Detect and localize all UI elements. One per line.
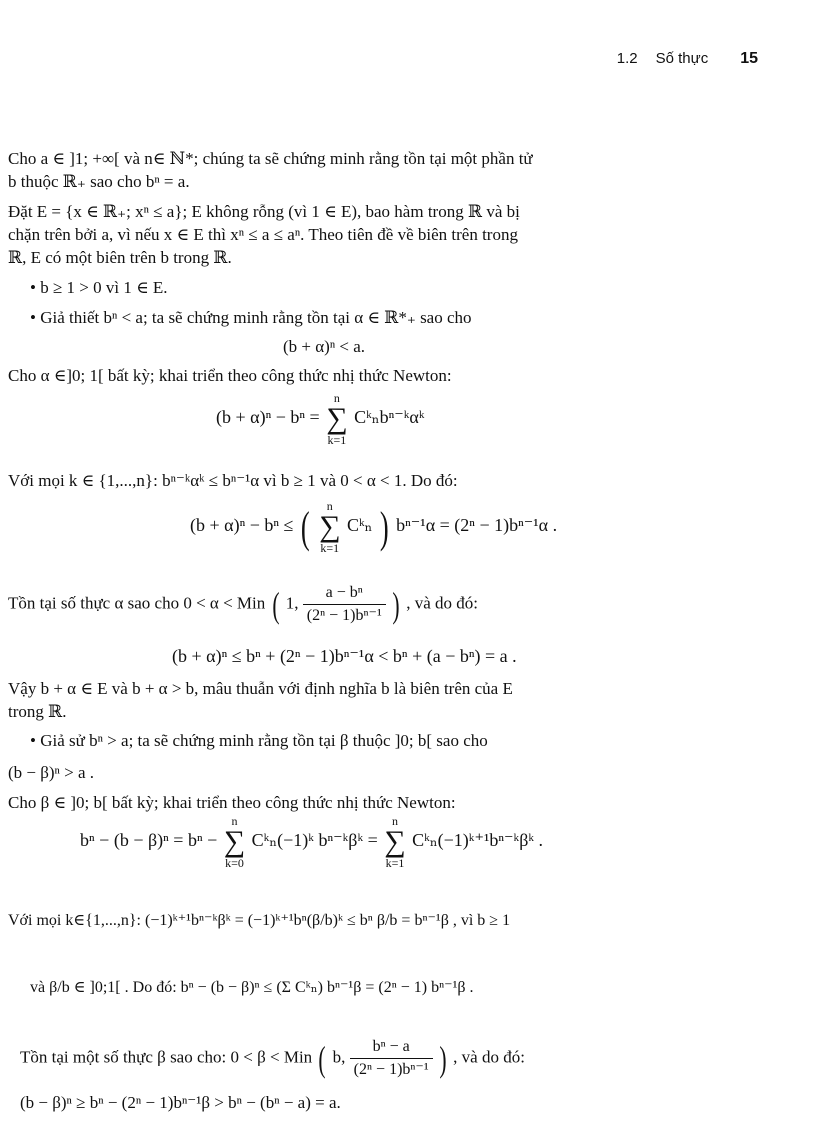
bullet-3b: (b − β)ⁿ > a . — [8, 763, 95, 782]
bullet-3: • Giả sử bⁿ > a; ta sẽ chứng minh rằng tồn tại β thuộc ]0; b[ sao cho — [30, 731, 488, 750]
paragraph-6: Vậy b + α ∈ E và b + α > b, mâu thuẫn với định nghĩa b là biên trên của E — [8, 679, 513, 698]
bullet-1: • b ≥ 1 > 0 vì 1 ∈ E. — [30, 278, 168, 297]
eq2-lhs: (b + α)ⁿ − bⁿ ≤ — [190, 515, 294, 536]
fraction-min-alpha: $\frac{\text{a − bⁿ}}{\text{(2ⁿ − 1)bⁿ⁻¹}}$ — [303, 582, 386, 627]
fraction-min-beta: $\frac{\text{bⁿ − a}}{\text{(2ⁿ − 1)bⁿ⁻¹}}$ — [350, 1036, 433, 1081]
sum-symbol: n ∑ k=1 — [319, 499, 341, 555]
eq1-lhs: (b + α)ⁿ − bⁿ = — [216, 407, 320, 428]
paragraph-11: (b − β)ⁿ ≥ bⁿ − (2ⁿ − 1)bⁿ⁻¹β > bⁿ − (bⁿ − a) = a. — [20, 1093, 341, 1112]
eq2-rhs: bⁿ⁻¹α = (2ⁿ − 1)bⁿ⁻¹α . — [396, 515, 558, 536]
eq1-rhs: Cᵏₙbⁿ⁻ᵏαᵏ — [354, 407, 425, 428]
paragraph-5: Tồn tại số thực α sao cho 0 < α < Min ( 1, $\frac{\text{a − bⁿ}}{\text{(2ⁿ − 1)bⁿ⁻¹}}$ ) , và do đó: — [8, 582, 478, 627]
page-number: 15 — [740, 50, 758, 67]
paragraph-1: Cho a ∈ ]1; +∞[ và n∈ ℕ*; chúng ta sẽ chứng minh rằng tồn tại một phần tử — [8, 149, 533, 168]
paragraph-9: và β/b ∈ ]0;1[ . Do đó: bⁿ − (b − β)ⁿ ≤ (Σ Cᵏₙ) bⁿ⁻¹β = (2ⁿ − 1) bⁿ⁻¹β . — [30, 979, 474, 996]
left-paren: ( — [300, 502, 310, 552]
equation-bound-alpha — [190, 500, 557, 554]
equation-binomial-beta: bⁿ − (b − β)ⁿ = bⁿ − n ∑ k=0 Cᵏₙ(−1)ᵏ bⁿ⁻ᵏβᵏ = n ∑ k=1 Cᵏₙ(−1)ᵏ⁺¹bⁿ⁻ᵏβᵏ . — [80, 814, 544, 870]
equation-conclusion-alpha: (b + α)ⁿ ≤ bⁿ + (2ⁿ − 1)bⁿ⁻¹α < bⁿ + (a − bⁿ) = a . — [172, 646, 517, 666]
paragraph-6b: trong ℝ. — [8, 702, 67, 721]
section-number: 1.2 — [616, 50, 638, 67]
right-paren: ) — [379, 502, 389, 552]
equation-binomial-alpha — [216, 392, 425, 446]
paragraph-8: Với mọi k∈{1,...,n}: (−1)ᵏ⁺¹bⁿ⁻ᵏβᵏ = (−1)ᵏ⁺¹bⁿ(β/b)ᵏ ≤ bⁿ β/b = bⁿ⁻¹β , vì b ≥ 1 — [8, 912, 511, 929]
bullet-2: • Giả thiết bⁿ < a; ta sẽ chứng minh rằng tồn tại α ∈ ℝ*₊ sao cho — [30, 308, 472, 327]
paragraph-2c: ℝ, E có một biên trên b trong ℝ. — [8, 248, 232, 267]
sum-symbol: n ∑ k=1 — [384, 814, 406, 870]
sum-symbol: n ∑ k=0 — [223, 814, 246, 870]
paragraph-4: Với mọi k ∈ {1,...,n}: bⁿ⁻ᵏαᵏ ≤ bⁿ⁻¹α vì b ≥ 1 và 0 < α < 1. Do đó: — [8, 471, 458, 490]
eq2-mid: Cᵏₙ — [347, 515, 373, 536]
inline-equation-b2: (b + α)ⁿ < a. — [283, 337, 366, 356]
paragraph-10: Tồn tại một số thực β sao cho: 0 < β < Min ( b, $\frac{\text{bⁿ − a}}{\text{(2ⁿ − 1)bⁿ⁻¹}}$ ) , và do đó: — [20, 1036, 525, 1081]
paragraph-2b: chặn trên bởi a, vì nếu x ∈ E thì xⁿ ≤ a ≤ aⁿ. Theo tiên đề về biên trên trong — [8, 225, 518, 244]
sum-symbol: n ∑ k=1 — [326, 391, 348, 447]
paragraph-3: Cho α ∈]0; 1[ bất kỳ; khai triển theo công thức nhị thức Newton: — [8, 366, 452, 385]
section-title: Số thực — [655, 50, 709, 67]
paragraph-7: Cho β ∈ ]0; b[ bất kỳ; khai triển theo công thức nhị thức Newton: — [8, 793, 456, 812]
running-header — [617, 50, 758, 68]
paragraph-2: Đặt E = {x ∈ ℝ₊; xⁿ ≤ a}; E không rỗng (vì 1 ∈ E), bao hàm trong ℝ và bị — [8, 202, 520, 221]
paragraph-1b: b thuộc ℝ₊ sao cho bⁿ = a. — [8, 172, 190, 191]
